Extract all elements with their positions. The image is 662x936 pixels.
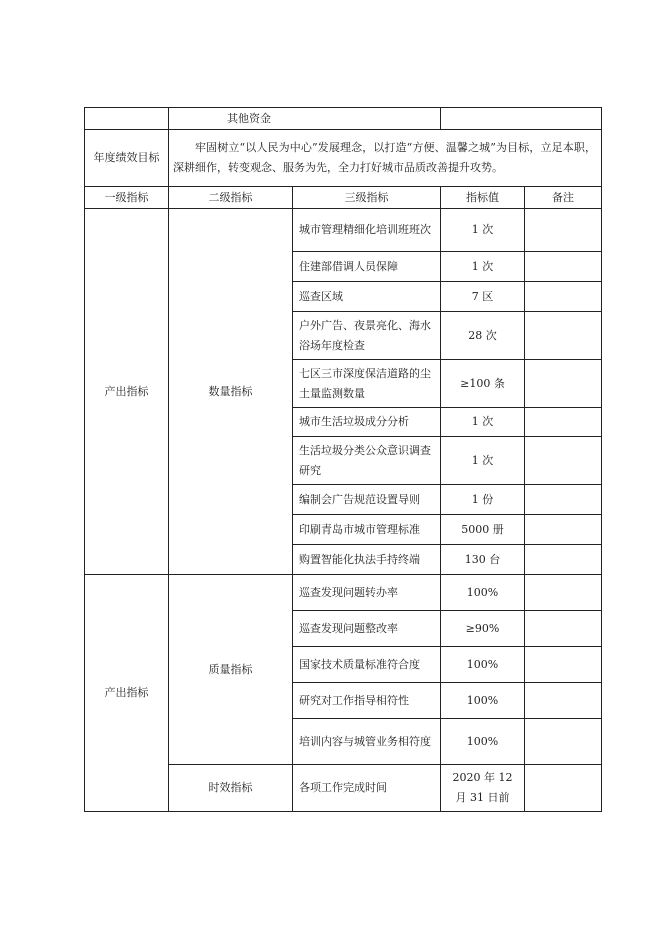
value-cell: 130 台 — [441, 545, 525, 575]
level3-cell: 印刷青岛市城市管理标准 — [293, 515, 441, 545]
remark-cell — [525, 209, 602, 252]
table-row — [85, 209, 602, 252]
column-header-value: 指标值 — [441, 187, 525, 209]
other-funds-label: 其他资金 — [169, 108, 441, 130]
value-cell: 1 份 — [441, 485, 525, 515]
value-cell: 7 区 — [441, 282, 525, 312]
level3-cell: 城市管理精细化培训班班次 — [293, 209, 441, 252]
column-header-row — [85, 187, 602, 209]
level3-cell: 生活垃圾分类公众意识调查研究 — [293, 437, 441, 485]
remark-cell — [525, 408, 602, 437]
column-header-level3: 三级指标 — [293, 187, 441, 209]
value-cell: 2020 年 12 月 31 日前 — [441, 765, 525, 812]
remark-cell — [525, 252, 602, 282]
remark-cell — [525, 683, 602, 719]
level3-cell: 户外广告、夜景亮化、海水浴场年度检查 — [293, 312, 441, 360]
remark-cell — [525, 575, 602, 611]
performance-table — [84, 107, 602, 812]
remark-cell — [525, 719, 602, 765]
level3-cell: 巡查发现问题转办率 — [293, 575, 441, 611]
level3-cell: 国家技术质量标准符合度 — [293, 647, 441, 683]
level3-cell: 编制会广告规范设置导则 — [293, 485, 441, 515]
level3-cell: 巡查发现问题整改率 — [293, 611, 441, 647]
remark-cell — [525, 312, 602, 360]
level1-cell: 产出指标 — [85, 209, 169, 575]
value-cell: 100% — [441, 647, 525, 683]
level1-cell: 产出指标 — [85, 575, 169, 812]
level2-cell: 质量指标 — [169, 575, 293, 765]
level3-cell: 巡查区域 — [293, 282, 441, 312]
remark-cell — [525, 545, 602, 575]
remark-cell — [525, 437, 602, 485]
annual-goal-label: 年度绩效目标 — [85, 130, 169, 187]
level3-cell: 各项工作完成时间 — [293, 765, 441, 812]
value-cell: ≥100 条 — [441, 360, 525, 408]
annual-goal-text: 牢固树立“以人民为中心”发展理念，以打造“方便、温馨之城”为目标，立足本职，深耕细作，转变观念、服务为先，全力打好城市品质改善提升攻势。 — [169, 130, 602, 187]
remark-cell — [525, 360, 602, 408]
annual-goal-row — [85, 130, 602, 187]
remark-cell — [525, 765, 602, 812]
other-funds-row — [85, 108, 602, 130]
value-cell: 100% — [441, 683, 525, 719]
remark-cell — [525, 647, 602, 683]
other-funds-value — [441, 108, 602, 130]
level3-cell: 住建部借调人员保障 — [293, 252, 441, 282]
value-cell: 28 次 — [441, 312, 525, 360]
level3-cell: 研究对工作指导相符性 — [293, 683, 441, 719]
value-cell: 100% — [441, 575, 525, 611]
remark-cell — [525, 282, 602, 312]
level3-cell: 购置智能化执法手持终端 — [293, 545, 441, 575]
remark-cell — [525, 485, 602, 515]
table-row — [85, 575, 602, 611]
value-cell: 1 次 — [441, 408, 525, 437]
remark-cell — [525, 515, 602, 545]
column-header-level2: 二级指标 — [169, 187, 293, 209]
level3-cell: 城市生活垃圾成分分析 — [293, 408, 441, 437]
empty-cell — [85, 108, 169, 130]
level3-cell: 培训内容与城管业务相符度 — [293, 719, 441, 765]
value-cell: 1 次 — [441, 209, 525, 252]
level2-cell: 数量指标 — [169, 209, 293, 575]
value-cell: 1 次 — [441, 252, 525, 282]
level2-cell: 时效指标 — [169, 765, 293, 812]
value-cell: ≥90% — [441, 611, 525, 647]
value-cell: 5000 册 — [441, 515, 525, 545]
column-header-remark: 备注 — [525, 187, 602, 209]
column-header-level1: 一级指标 — [85, 187, 169, 209]
value-cell: 100% — [441, 719, 525, 765]
remark-cell — [525, 611, 602, 647]
level3-cell: 七区三市深度保洁道路的尘土量监测数量 — [293, 360, 441, 408]
value-cell: 1 次 — [441, 437, 525, 485]
